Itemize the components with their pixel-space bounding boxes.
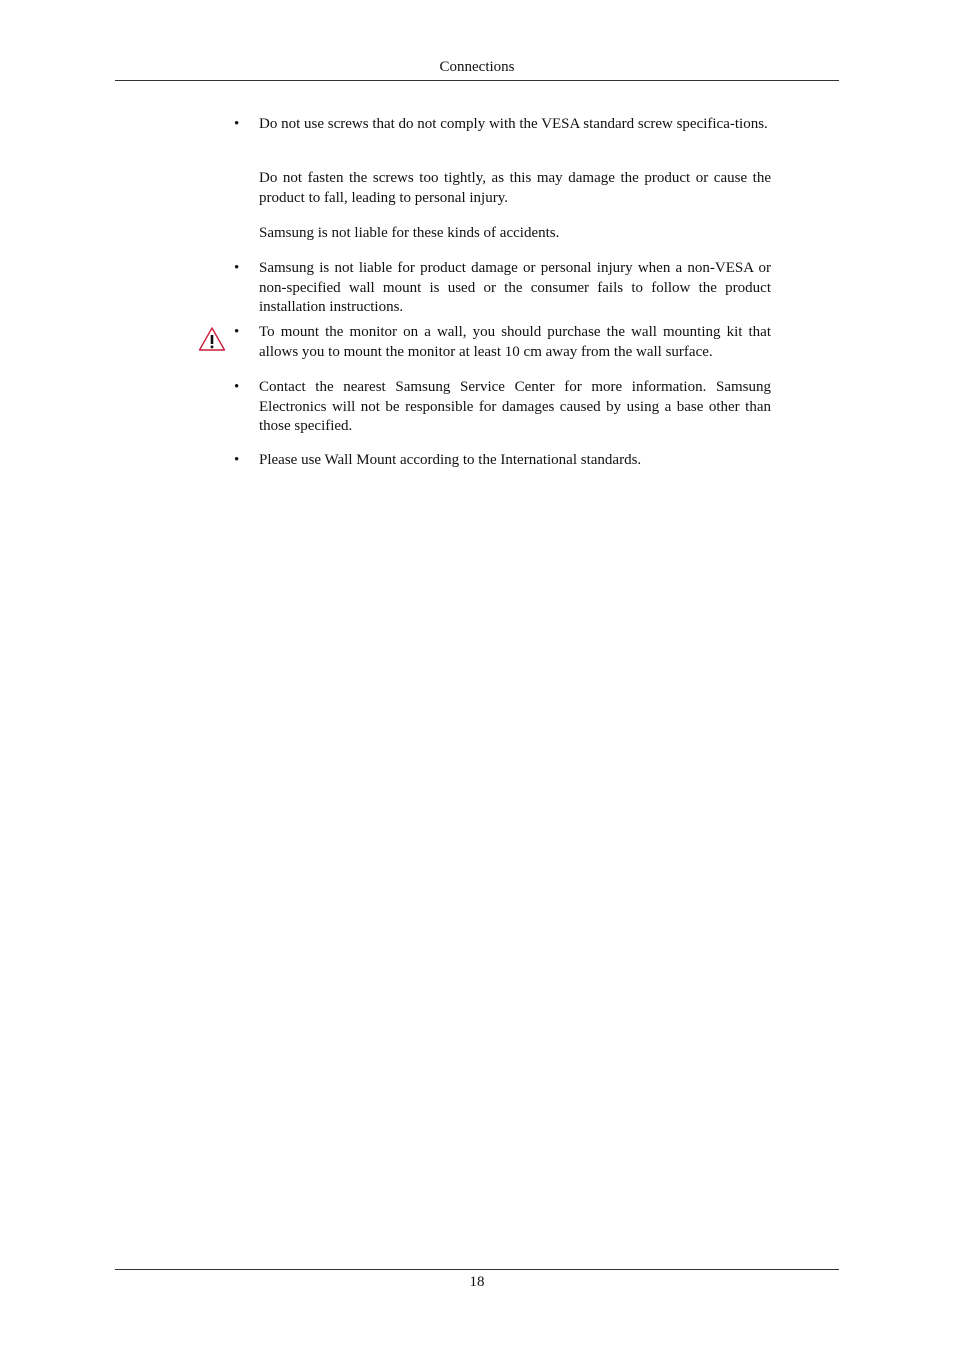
bullet-marker: • (234, 116, 240, 132)
bullet-marker: • (234, 452, 240, 468)
bullet-marker: • (234, 324, 240, 340)
list-item-service-center (234, 378, 771, 437)
paragraph-text: Do not fasten the screws too tightly, as this may damage the product or cause the product to fall, leading to personal injury. (259, 170, 771, 206)
caution-icon (198, 326, 226, 352)
list-item-text: Samsung is not liable for product damage or personal injury when a non-VESA or non-specified wall mount is used or the consumer fails to follow the product installation instructions. (259, 260, 771, 315)
paragraph-liability-accidents (259, 224, 771, 244)
page-number: 18 (469, 1274, 485, 1290)
paragraph-screw-tightness (259, 169, 771, 208)
list-item-vesa-screws (234, 115, 771, 135)
bullet-marker: • (234, 379, 240, 395)
footer-rule (115, 1269, 839, 1270)
list-item-text: Do not use screws that do not comply with the VESA standard screw specifica-tions. (259, 116, 768, 132)
list-item-international-standards (234, 451, 771, 471)
page-header-title: Connections (439, 59, 515, 75)
list-item-text: To mount the monitor on a wall, you should purchase the wall mounting kit that allows you to mount the monitor at least 10 cm away from the wall surface. (259, 324, 771, 360)
header-rule (115, 80, 839, 81)
list-item-non-vesa-liability (234, 259, 771, 318)
bullet-marker: • (234, 260, 240, 276)
list-item-text: Contact the nearest Samsung Service Center for more information. Samsung Electronics will not be responsible for damages caused by using a base other than those specified. (259, 379, 771, 434)
list-item-wall-mount-kit (234, 323, 771, 362)
list-item-text: Please use Wall Mount according to the International standards. (259, 452, 642, 468)
paragraph-text: Samsung is not liable for these kinds of accidents. (259, 225, 560, 241)
